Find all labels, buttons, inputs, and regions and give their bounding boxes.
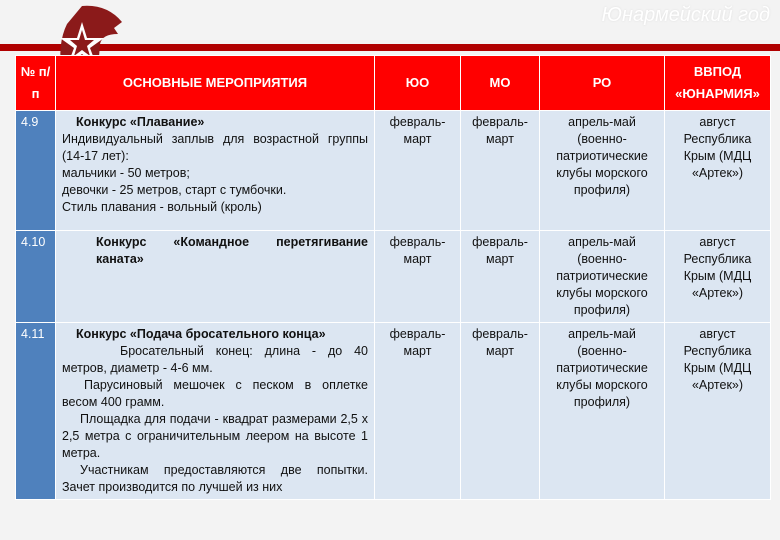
yo-date: февраль-март bbox=[375, 231, 461, 323]
vvpod-date: август Республика Крым (МДЦ «Артек») bbox=[665, 231, 771, 323]
event-line: Бросательный конец: длина - до 40 метров, диаметр - 4-6 мм. bbox=[62, 344, 368, 375]
header-vvpod: ВВПОД «ЮНАРМИЯ» bbox=[665, 56, 771, 111]
table-row bbox=[16, 111, 771, 231]
header-events: ОСНОВНЫЕ МЕРОПРИЯТИЯ bbox=[56, 56, 375, 111]
watermark: Юнармейский год bbox=[601, 4, 770, 26]
mo-date: февраль-март bbox=[461, 231, 540, 323]
event-title: Конкурс «Подача бросательного конца» bbox=[76, 327, 326, 341]
header-mo: МО bbox=[461, 56, 540, 111]
event-description bbox=[56, 231, 375, 323]
events-table bbox=[15, 55, 771, 500]
event-line: мальчики - 50 метров; bbox=[62, 166, 190, 180]
table-row bbox=[16, 231, 771, 323]
event-title: Конкурс «Командное перетягивание каната» bbox=[96, 235, 368, 266]
yo-date: февраль-март bbox=[375, 323, 461, 500]
table-header-row bbox=[16, 56, 771, 111]
event-line: Участникам предоставляются две попытки. Зачет производится по лучшей из них bbox=[62, 463, 368, 494]
table-row bbox=[16, 323, 771, 500]
event-line: Стиль плавания - вольный (кроль) bbox=[62, 200, 262, 214]
ro-date: апрель-май (военно-патриотические клубы морского профиля) bbox=[540, 111, 665, 231]
mo-date: февраль-март bbox=[461, 111, 540, 231]
event-title: Конкурс «Плавание» bbox=[76, 115, 205, 129]
ro-date: апрель-май (военно-патриотические клубы морского профиля) bbox=[540, 323, 665, 500]
row-number: 4.9 bbox=[16, 111, 56, 231]
header-yo: ЮО bbox=[375, 56, 461, 111]
event-line: Индивидуальный заплыв для возрастной группы (14-17 лет): bbox=[62, 132, 368, 163]
header-ro: РО bbox=[540, 56, 665, 111]
header-number: № п/п bbox=[16, 56, 56, 111]
mo-date: февраль-март bbox=[461, 323, 540, 500]
event-line: девочки - 25 метров, старт с тумбочки. bbox=[62, 183, 287, 197]
row-number: 4.10 bbox=[16, 231, 56, 323]
vvpod-date: август Республика Крым (МДЦ «Артек») bbox=[665, 323, 771, 500]
event-line: Парусиновый мешочек с песком в оплетке весом 400 грамм. bbox=[62, 378, 368, 409]
event-description bbox=[56, 323, 375, 500]
yo-date: февраль-март bbox=[375, 111, 461, 231]
vvpod-date: август Республика Крым (МДЦ «Артек») bbox=[665, 111, 771, 231]
event-description bbox=[56, 111, 375, 231]
event-line: Площадка для подачи - квадрат размерами 2,5 х 2,5 метра с ограничительным леером на высоте 1 метра. bbox=[62, 412, 368, 460]
ro-date: апрель-май (военно-патриотические клубы морского профиля) bbox=[540, 231, 665, 323]
row-number: 4.11 bbox=[16, 323, 56, 500]
